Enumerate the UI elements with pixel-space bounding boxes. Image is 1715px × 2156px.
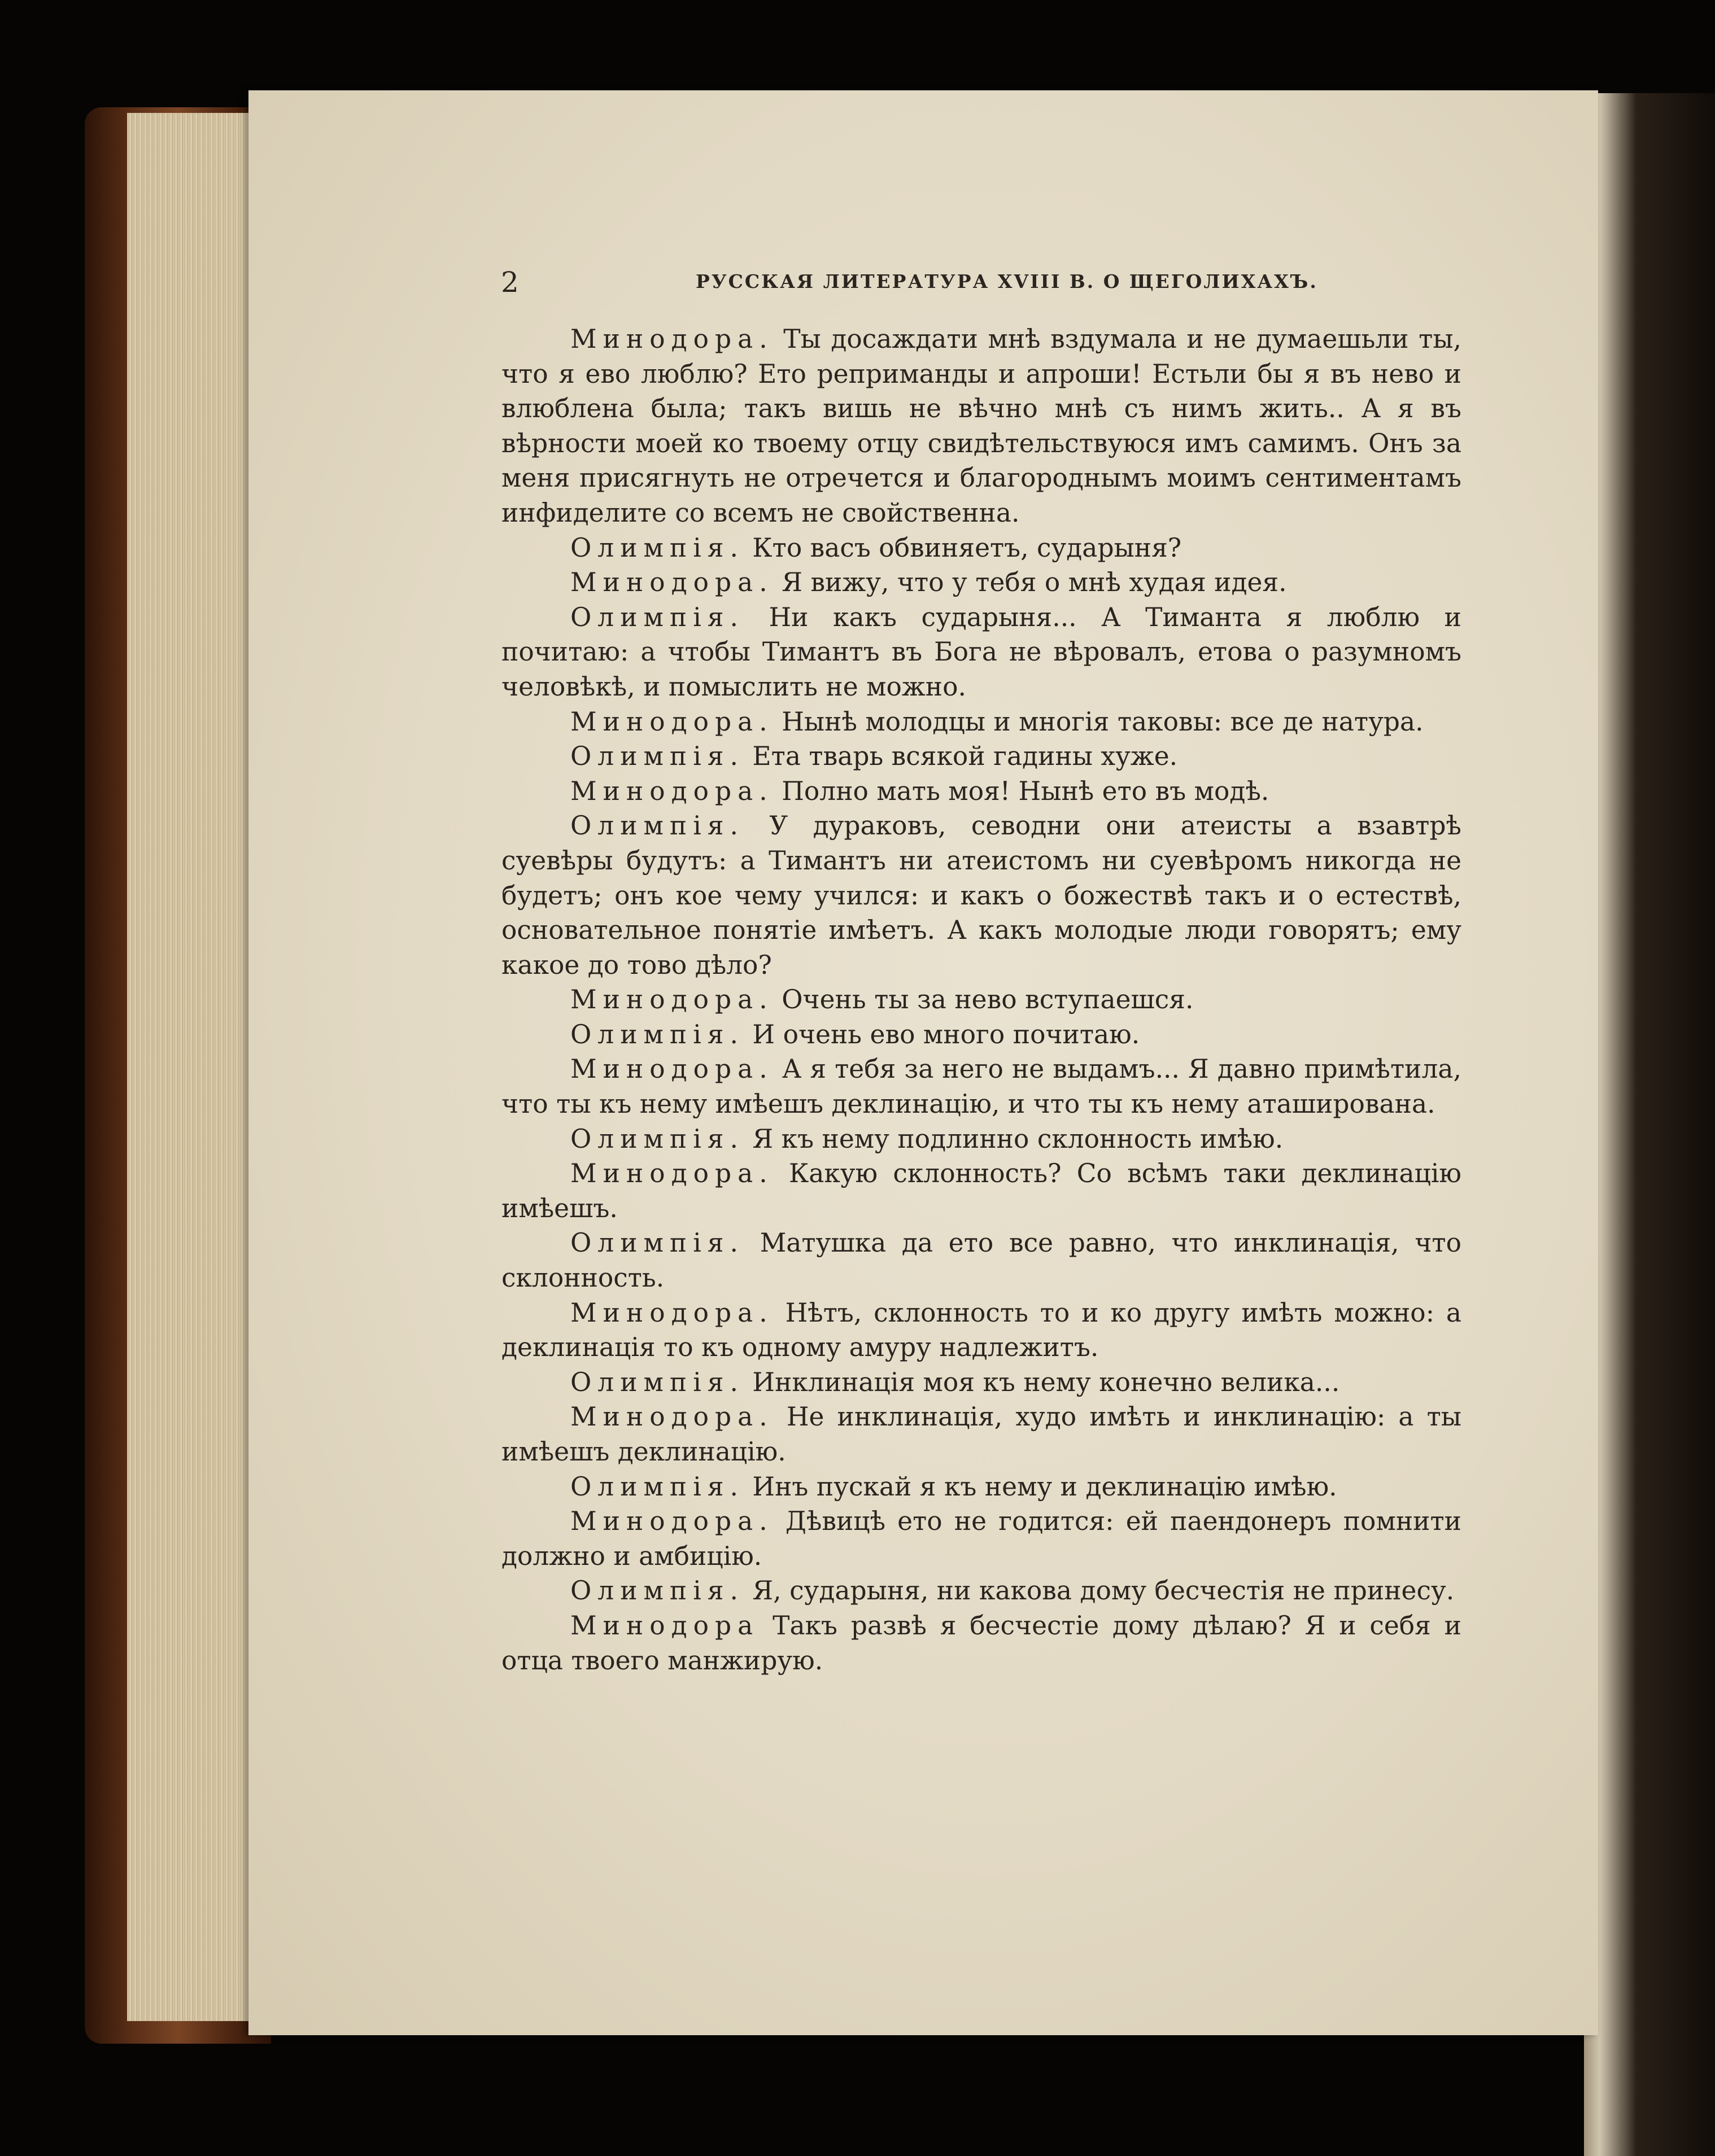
dialogue-paragraph (501, 1296, 1461, 1365)
speaker-name: Минодора. (570, 985, 774, 1015)
dialogue-paragraph (501, 808, 1461, 982)
speaker-name: Олимпія. (570, 1228, 744, 1258)
speech-text: Я, сударыня, ни какова дому бесчестія не принесу. (744, 1576, 1455, 1606)
dialogue-paragraph (501, 1470, 1461, 1505)
dialogue-paragraph (501, 531, 1461, 566)
page-number: 2 (501, 266, 519, 299)
speech-text: А я тебя за него не выдамъ... Я давно примѣтила, что ты къ нему имѣешъ деклинацію, и что ты къ нему аташирована. (501, 1054, 1461, 1119)
speech-text: Такъ развѣ я бесчестіе дому дѣлаю? Я и себя и отца твоего манжирую. (501, 1610, 1461, 1676)
speaker-name: Минодора. (570, 706, 774, 737)
dialogue-paragraph (501, 1365, 1461, 1400)
speech-text: Я вижу, что у тебя о мнѣ худая идея. (773, 567, 1287, 598)
facing-page-edge (1584, 93, 1715, 2156)
speech-text: Дѣвицѣ ето не годится: ей паендонеръ помнити должно и амбицію. (501, 1506, 1461, 1571)
speech-text: Инклинація моя къ нему конечно велика... (744, 1367, 1340, 1397)
speaker-name: Олимпія. (570, 1471, 744, 1502)
speaker-name: Минодора. (570, 1402, 774, 1432)
speaker-name: Минодора (570, 1610, 760, 1641)
dialogue-paragraph (501, 322, 1461, 531)
speaker-name: Минодора. (570, 1506, 774, 1537)
speaker-name: Олимпія. (570, 1367, 744, 1397)
speech-text: Ни какъ сударыня... А Тиманта я люблю и почитаю: а чтобы Тимантъ въ Бога не вѣровалъ, етова о разумномъ человѣкѣ, и помыслить не можно. (501, 602, 1461, 702)
dialogue-paragraph (501, 600, 1461, 705)
speech-text: Какую склонность? Со всѣмъ таки деклинацію имѣешъ. (501, 1158, 1461, 1223)
speech-text: Нынѣ молодцы и многія таковы: все де натура. (773, 706, 1424, 737)
dialogue-paragraph (501, 1400, 1461, 1469)
dialogue-paragraph (501, 1156, 1461, 1226)
speaker-name: Олимпія. (570, 1019, 744, 1049)
speaker-name: Олимпія. (570, 1576, 744, 1606)
speaker-name: Олимпія. (570, 602, 744, 632)
speaker-name: Олимпія. (570, 532, 744, 563)
speech-text: Полно мать моя! Нынѣ ето въ модѣ. (773, 776, 1269, 806)
dialogue-paragraph (501, 1226, 1461, 1295)
speech-text: Матушка да ето все равно, что инклинація, что склонность. (501, 1228, 1461, 1293)
speaker-name: Минодора. (570, 1297, 774, 1328)
dialogue-paragraph (501, 705, 1461, 740)
speaker-name: Минодора. (570, 324, 774, 354)
speaker-name: Минодора. (570, 776, 774, 806)
dialogue-paragraph (501, 774, 1461, 809)
dialogue-paragraph (501, 982, 1461, 1017)
speech-text: Я къ нему подлинно склонность имѣю. (744, 1123, 1284, 1154)
speaker-name: Минодора. (570, 567, 774, 598)
dialogue-paragraph (501, 1504, 1461, 1573)
speaker-name: Олимпія. (570, 811, 744, 841)
speech-text: Очень ты за нево вступаешся. (773, 985, 1194, 1015)
dialogue-paragraph (501, 565, 1461, 600)
speech-text: Ты досаждати мнѣ вздумала и не думаешьли ты, что я ево люблю? Ето реприманды и апроши! Естьли бы я въ нево и влюблена была; такъ вишь не вѣчно мнѣ съ нимъ жить.. А я въ вѣрности моей ко твоему отцу свидѣтельствуюся имъ самимъ. Онъ за меня присягнуть не отречется и благороднымъ моимъ сентиментамъ инфиделите со всемъ не свойственна. (501, 324, 1461, 528)
dialogue-paragraph (501, 1573, 1461, 1608)
speech-text: Инъ пускай я къ нему и деклинацію имѣю. (744, 1471, 1337, 1502)
dialogue-text (501, 322, 1461, 1678)
speech-text: Кто васъ обвиняетъ, сударыня? (744, 532, 1182, 563)
dialogue-paragraph (501, 739, 1461, 774)
dialogue-paragraph (501, 1608, 1461, 1678)
speaker-name: Олимпія. (570, 741, 744, 772)
speaker-name: Олимпія. (570, 1123, 744, 1154)
running-title: РУССКАЯ ЛИТЕРАТУРА XVIII В. О ЩЕГОЛИХАХЪ. (696, 270, 1318, 292)
speech-text: У дураковъ, севодни они атеисты а взавтрѣ суевѣры будутъ: а Тимантъ ни атеистомъ ни суевѣромъ никогда не будетъ; онъ кое чему учился: и какъ о божествѣ такъ и о естествѣ, основательное понятіе имѣетъ. А какъ молодые люди говорятъ; ему какое до тово дѣло? (501, 811, 1461, 980)
page-edges (127, 113, 257, 2021)
dialogue-paragraph (501, 1052, 1461, 1121)
dialogue-paragraph (501, 1017, 1461, 1052)
speech-text: Ета тварь всякой гадины хуже. (744, 741, 1178, 772)
speaker-name: Минодора. (570, 1054, 774, 1084)
running-head (501, 266, 1461, 305)
speech-text: Нѣтъ, склонность то и ко другу имѣть можно: а деклинація то къ одному амуру надлежитъ. (501, 1297, 1461, 1363)
speech-text: И очень ево много почитаю. (744, 1019, 1140, 1049)
speech-text: Не инклинація, худо имѣть и инклинацію: а ты имѣешъ деклинацію. (501, 1402, 1461, 1467)
dialogue-paragraph (501, 1122, 1461, 1157)
speaker-name: Минодора. (570, 1158, 774, 1189)
